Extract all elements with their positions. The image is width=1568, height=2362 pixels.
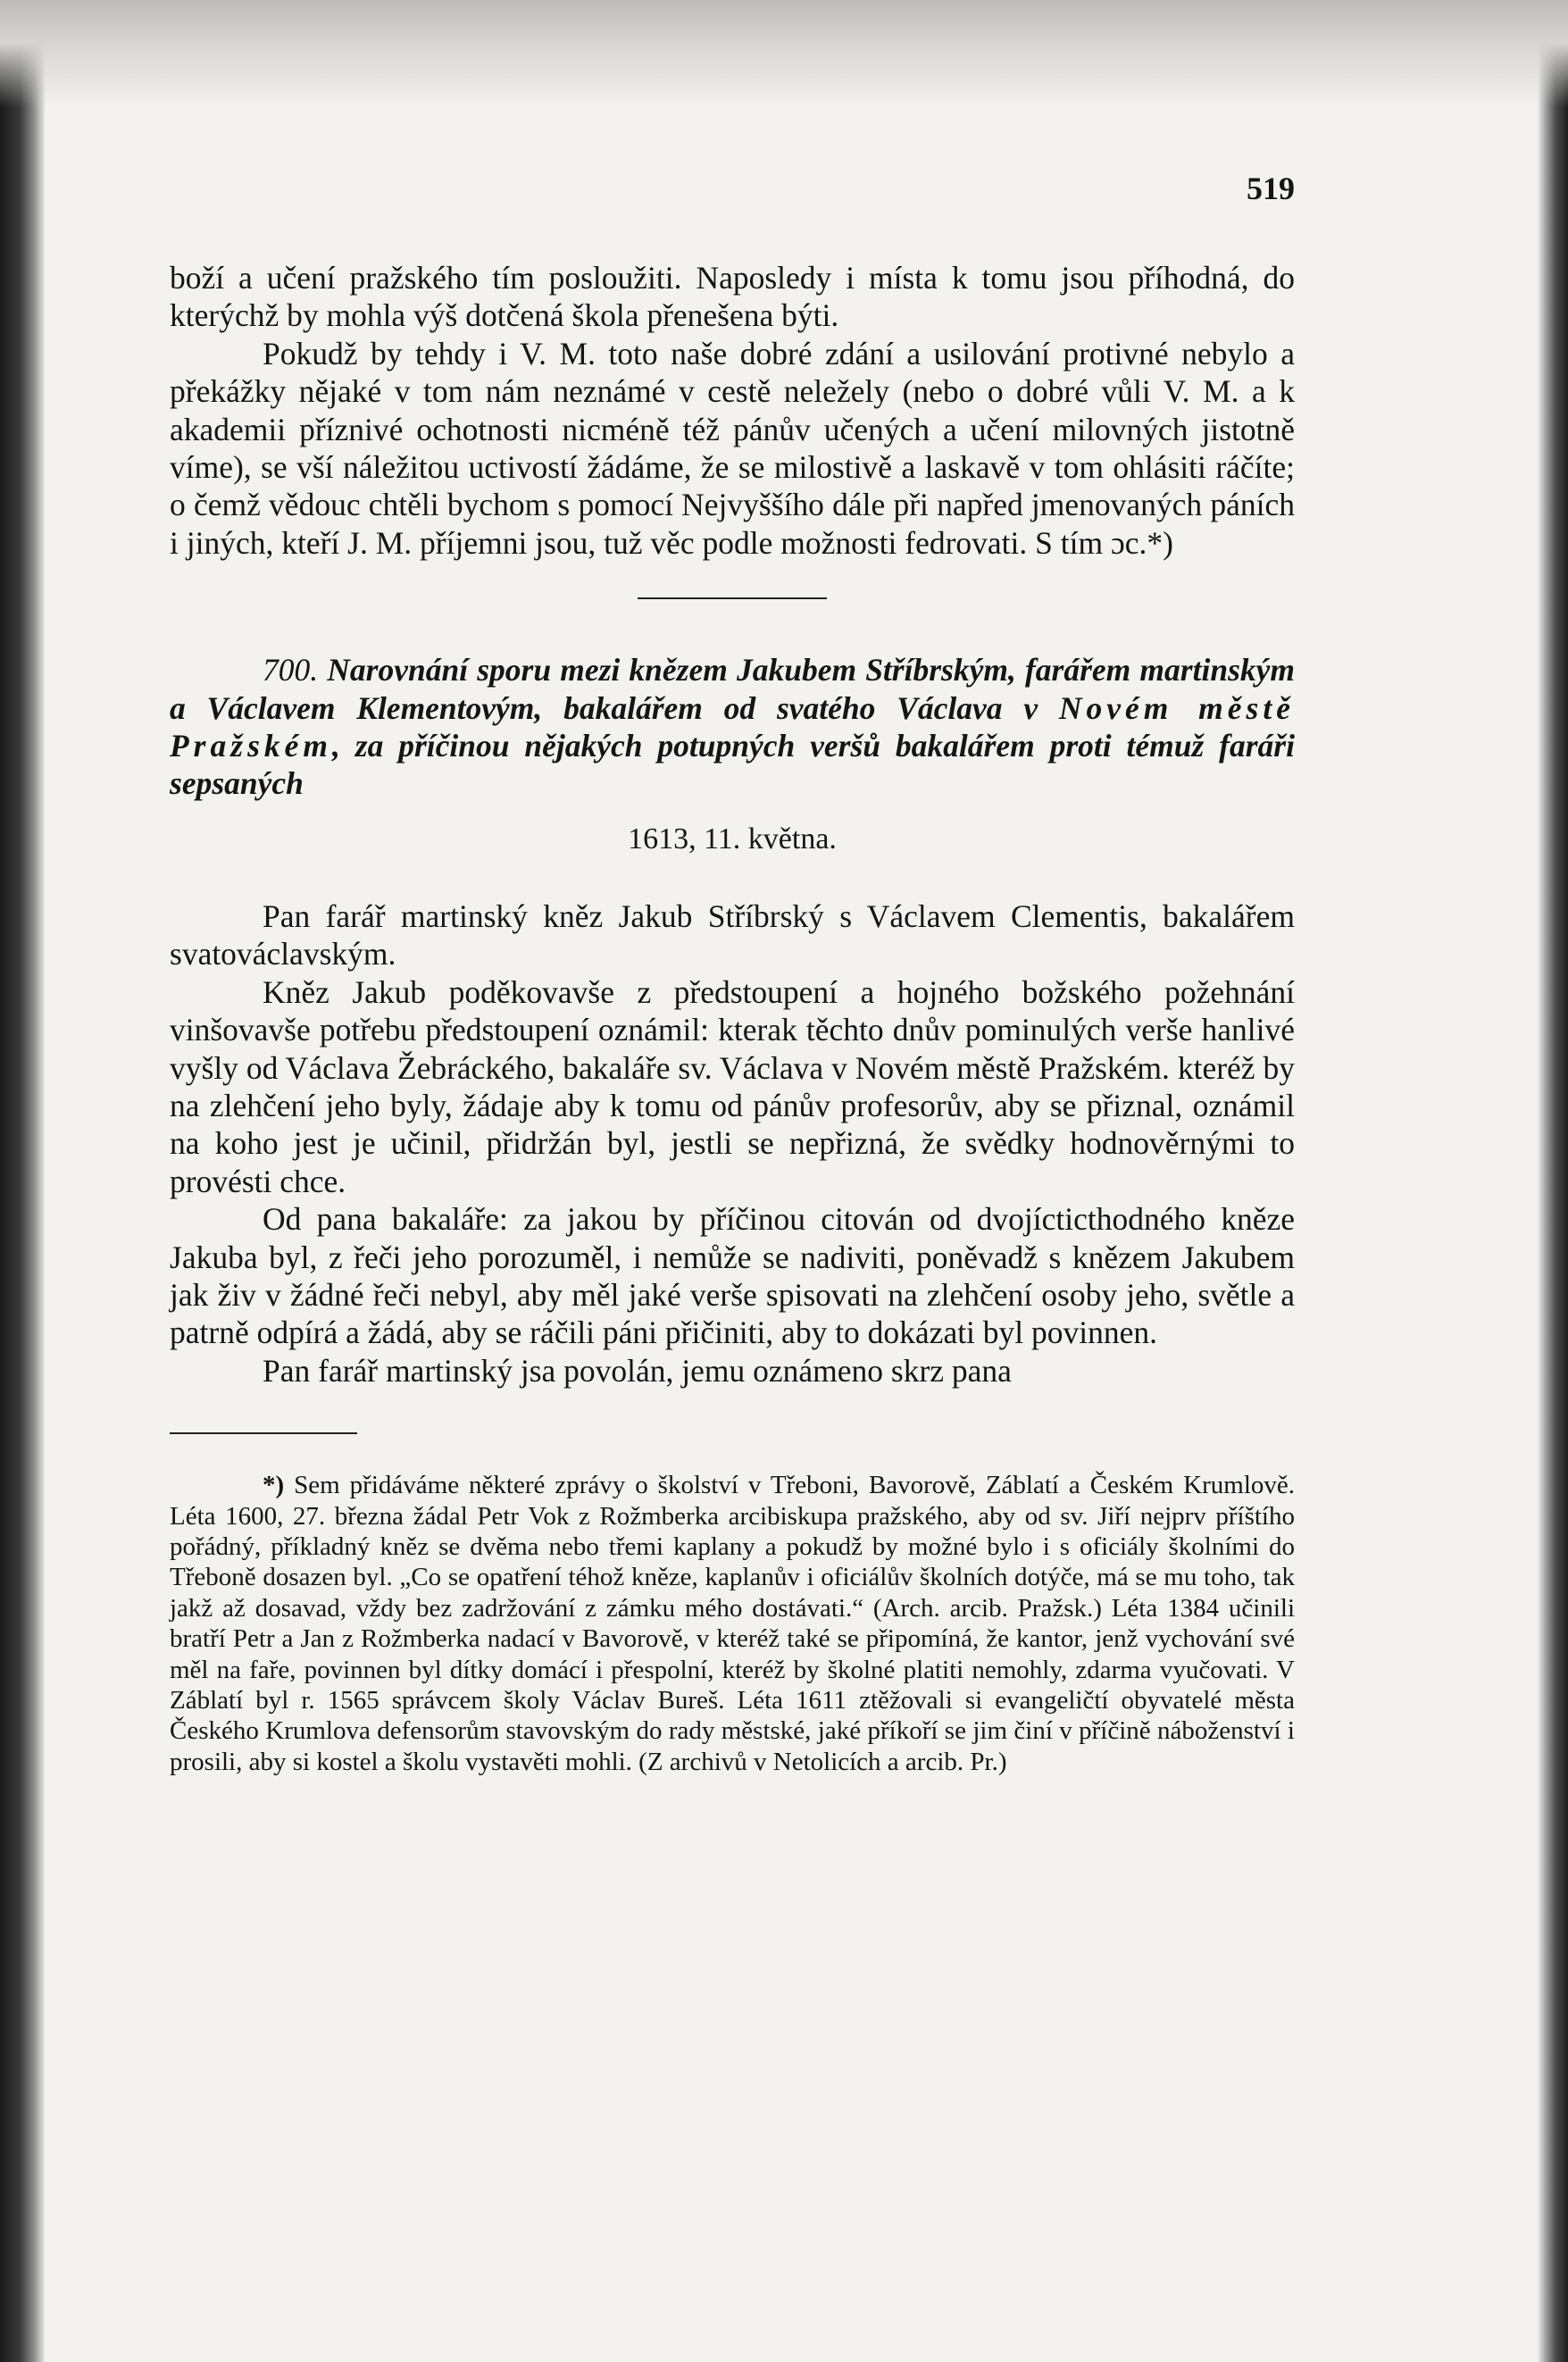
page-number: 519 <box>1247 171 1295 206</box>
section-date: 1613, 11. května. <box>628 822 837 855</box>
section-number: 700. <box>263 652 319 689</box>
section-title-spaced: Novém městě Pražském <box>170 689 1295 764</box>
right-page-edge-shadow <box>1538 0 1568 2362</box>
top-page-edge-shadow <box>0 0 1568 107</box>
section-paragraph-1: Pan farář martinský kněz Jakub Stříbrský s Václavem Clementis, bakalářem svatováclavským. <box>170 897 1295 972</box>
paragraph-continuation: boží a učení pražského tím posloužiti. Naposledy i místa k tomu jsou příhodná, do kterýchž by mohla výš dotčená škola přenešena býti. <box>170 260 1295 334</box>
body-text <box>170 259 1295 1777</box>
footnote-mark: *) <box>263 1471 285 1500</box>
section-paragraph-4: Pan farář martinský jsa povolán, jemu oznámeno skrz pana <box>263 1352 1012 1389</box>
section-paragraph-3: Od pana bakaláře: za jakou by příčinou citován od dvojícticthodného kněze Jakuba byl, z řeči jeho porozuměl, i nemůže se nadiviti, poněvadž s knězem Jakubem jak živ v žádné řeči nebyl, aby měl jaké verše spisovati na zlehčení osoby jeho, světle a patrně odpírá a žádá, aby se ráčili páni přičiniti, aby to dokázati byl povinnen. <box>170 1201 1295 1351</box>
section-title-part-1: Narovnání sporu mezi knězem Jakubem Stříbrským, farářem martinským a Václavem Klementovým, bakalářem od svatého Václava v <box>170 652 1296 726</box>
footnote-rule <box>170 1432 357 1434</box>
section-paragraph-2: Kněz Jakub poděkovavše z předstoupení a hojného božského požehnání vinšovavše potřebu předstoupení oznámil: kterak těchto dnův pominulých verše hanlivé vyšly od Václava Žebráckého, bakaláře sv. Václava v Novém městě Pražském. kteréž by na zlehčení jeho byly, žádaje aby k tomu od pánův profesorův, aby se přiznal, oznámil na koho jest je učinil, přidržán byl, jestli se nepřizná, že svědky hodnověrnými to provésti chce. <box>170 973 1295 1199</box>
section-title-part-2: , za příčinou nějakých potupných veršů bakalářem proti témuž faráři sepsaných <box>170 728 1295 802</box>
section-heading <box>170 651 1295 803</box>
footnote-text: Sem přidáváme některé zprávy o školství v Třeboni, Bavorově, Záblatí a Českém Krumlově. Léta 1600, 27. března žádal Petr Vok z Rožmberka arcibiskupa pražského, aby od sv. Jiří nejprv příštího pořádný, příkladný kněz se dvěma nebo třemi kaplany a pokudž by možné bylo i s oficiály školními do Třeboně dosazen byl. „Co se opatření téhož kněze, kaplanův i oficiálův školních dotýče, má se mu toho, tak jakž až dosavad, vždy bez zadržování z zámku mého dostávati.“ (Arch. arcib. Pražsk.) Léta 1384 učinili bratří Petr a Jan z Rožmberka nadací v Bavorově, v kteréž také se připomíná, že kantor, jenž vychování své měl na faře, povinnen byl dítky domácí i přespolní, kteréž by školné platiti nemohly, zdarma vyučovati. V Záblatí byl r. 1565 správcem školy Václav Bureš. Léta 1611 ztěžovali si evangeličtí obyvatelé města Českého Krumlova defensorům stavovským do rady městské, jaké příkoří se jim činí v příčině náboženství i prosili, aby si kostel a školu vystavěti mohli. (Z archivů v Netolicích a arcib. Pr.) <box>170 1471 1296 1776</box>
footnote <box>170 1470 1295 1777</box>
left-page-edge-shadow <box>0 0 45 2362</box>
section-divider <box>638 597 827 599</box>
paragraph-letter-closing: Pokudž by tehdy i V. M. toto naše dobré zdání a usilování protivné nebylo a překážky nějaké v tom nám neznámé v cestě neležely (nebo o dobré vůli V. M. a k akademii příznivé ochotnosti nicméně též pánův učených a učení milovných jistotně víme), se vší náležitou uctivostí žádáme, že se milostivě a laskavě v tom ohlásiti ráčíte; o čemž vědouc chtěli bychom s pomocí Nejvyššího dále při napřed jmenovaných páních i jiných, kteří J. M. příjemni jsou, tuž věc podle možnosti fedrovati. S tím ɔc.*) <box>170 335 1295 561</box>
